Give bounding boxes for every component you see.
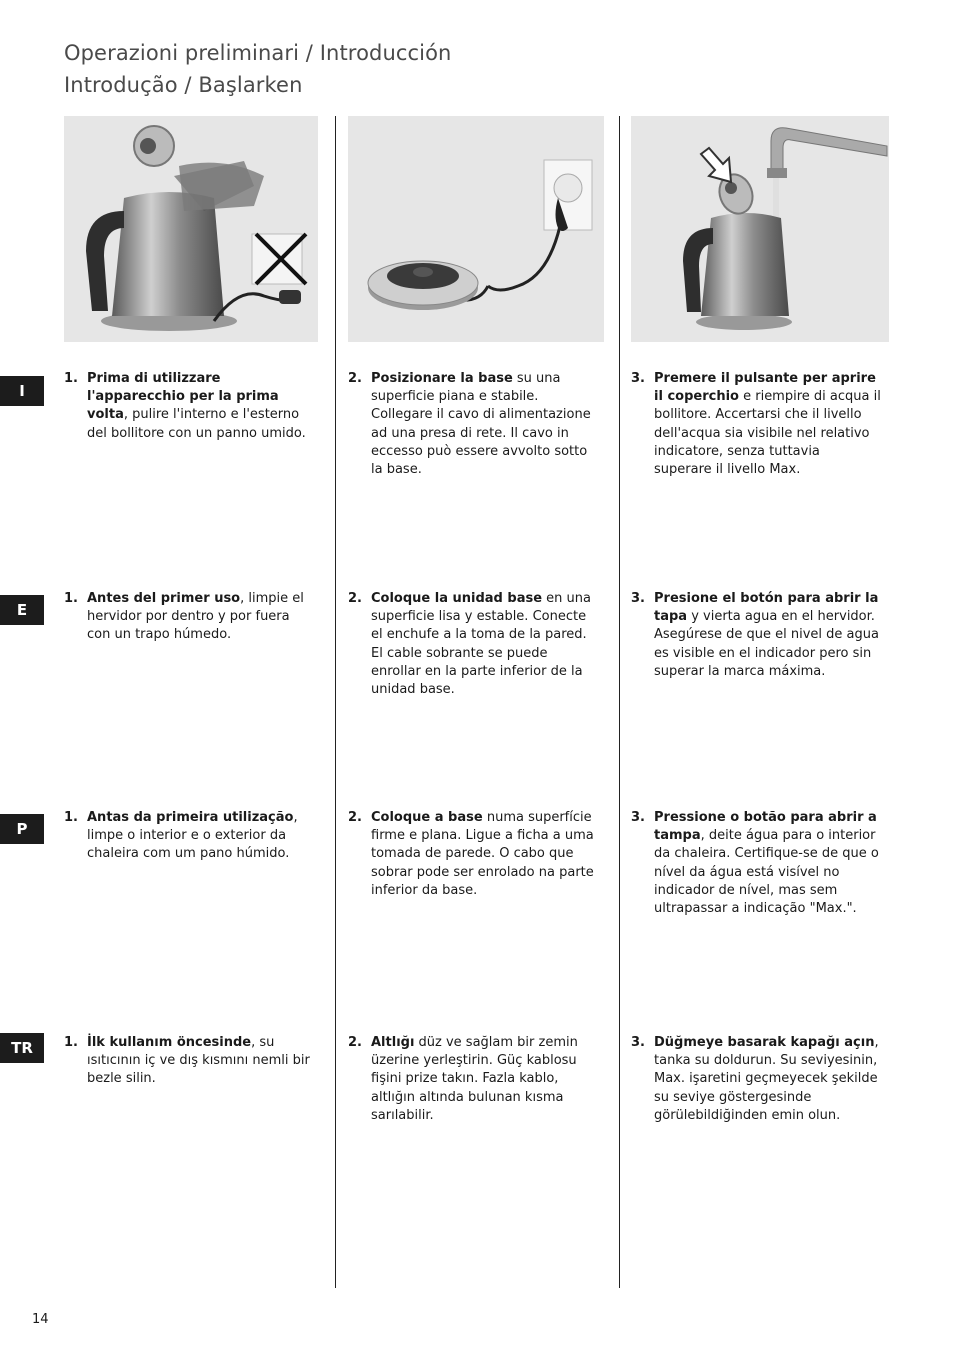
- step-tr-1: 1. İlk kullanım öncesinde, su ısıtıcının iç ve dış kısmını nemli bir bezle silin.: [64, 1035, 310, 1087]
- step-tr-2: 2. Altlığı düz ve sağlam bir zemin üzerine yerleştirin. Güç kablosu fişini prize takın. Fazla kablo, altlığın altında bulunan kısma sarılabilir.: [348, 1035, 578, 1123]
- page-title-line-2: Introdução / Başlarken: [64, 73, 303, 97]
- step-tr-3: 3. Düğmeye basarak kapağı açın, tanka su doldurun. Su seviyesinin, Max. işaretini geçmeyecek şekilde su seviye göstergesinde görülebildiğinden emin olun.: [631, 1035, 879, 1123]
- step-es-1: 1. Antes del primer uso, limpie el hervidor por dentro y por fuera con un trapo húmedo.: [64, 591, 304, 643]
- step-it-3: 3. Premere il pulsante per aprire il coperchio e riempire di acqua il bollitore. Accertarsi che il livello dell'acqua sia visibile nel relativo indicatore, senza tuttavia superare il livello Max.: [631, 371, 881, 478]
- base-plug-illustration: [348, 116, 604, 342]
- figure-kettle-wipe: [64, 116, 318, 342]
- step-es-2: 2. Coloque la unidad base en una superficie lisa y estable. Conecte el enchufe a la toma de la pared. El cable sobrante se puede enrollar en la parte inferior de la unidad base.: [348, 591, 591, 698]
- step-it-2: 2. Posizionare la base su una superficie piana e stabile. Collegare il cavo di alimentazione ad una presa di rete. Il cavo in eccesso può essere avvolto sotto la base.: [348, 371, 591, 478]
- kettle-fill-illustration: [631, 116, 889, 342]
- language-tab-italian: I: [0, 376, 44, 406]
- kettle-wipe-illustration: [64, 116, 318, 342]
- step-es-3: 3. Presione el botón para abrir la tapa y vierta agua en el hervidor. Asegúrese de que el nivel de agua es visible en el indicador pero sin superar la marca máxima.: [631, 591, 879, 679]
- page-title-line-1: Operazioni preliminari / Introducción: [64, 41, 452, 65]
- step-pt-2: 2. Coloque a base numa superfície firme e plana. Ligue a ficha a uma tomada de parede. O cabo que sobrar pode ser enrolado na parte inferior da base.: [348, 810, 594, 898]
- language-tab-turkish: TR: [0, 1033, 44, 1063]
- column-divider-2: [619, 116, 620, 1288]
- figure-kettle-filling: [631, 116, 889, 342]
- language-tab-spanish: E: [0, 595, 44, 625]
- column-divider-1: [335, 116, 336, 1288]
- step-pt-3: 3. Pressione o botão para abrir a tampa, deite água para o interior da chaleira. Certifique-se de que o nível da água está visível no indicador de nível, mas sem ultrapassar a indicação "Max.".: [631, 810, 879, 917]
- step-pt-1: 1. Antas da primeira utilização, limpe o interior e o exterior da chaleira com um pano húmido.: [64, 810, 298, 862]
- language-tab-portuguese: P: [0, 814, 44, 844]
- page-number: 14: [32, 1312, 49, 1327]
- figure-base-plugged: [348, 116, 604, 342]
- step-it-1: 1. Prima di utilizzare l'apparecchio per la prima volta, pulire l'interno e l'esterno del bollitore con un panno umido.: [64, 371, 306, 441]
